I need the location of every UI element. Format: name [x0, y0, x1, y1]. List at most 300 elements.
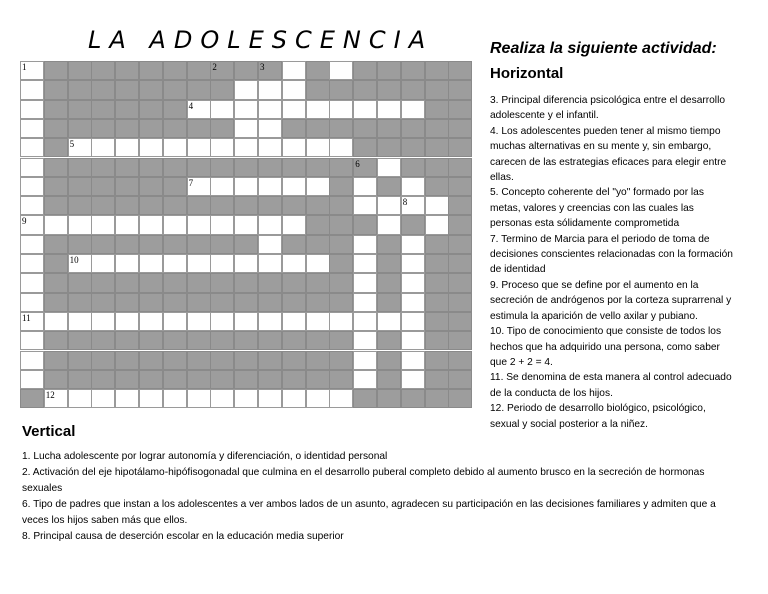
clue-number: 4: [188, 100, 194, 111]
clue-number: 12: [45, 390, 55, 401]
crossword-cell[interactable]: [401, 293, 425, 312]
crossword-cell[interactable]: [282, 177, 306, 196]
crossword-block: [448, 196, 472, 215]
crossword-block: [139, 196, 163, 215]
crossword-block: [329, 254, 353, 273]
crossword-block: [210, 273, 234, 292]
horizontal-clue: 10. Tipo de conocimiento que consiste de todos los hechos que ha adquirido una persona, como saber que 2 + 2 = 4.: [490, 326, 722, 368]
crossword-cell[interactable]: [163, 254, 187, 273]
crossword-block: [329, 80, 353, 99]
crossword-cell[interactable]: [68, 389, 92, 408]
crossword-block: [115, 100, 139, 119]
crossword-block: [139, 293, 163, 312]
crossword-cell[interactable]: [91, 138, 115, 157]
crossword-cell[interactable]: [401, 254, 425, 273]
crossword-cell[interactable]: [329, 312, 353, 331]
crossword-block: [353, 158, 377, 177]
crossword-cell[interactable]: [115, 254, 139, 273]
crossword-block: [377, 177, 401, 196]
crossword-cell[interactable]: [353, 235, 377, 254]
crossword-cell[interactable]: [68, 138, 92, 157]
crossword-block: [91, 235, 115, 254]
crossword-cell[interactable]: [139, 215, 163, 234]
crossword-block: [115, 61, 139, 80]
crossword-block: [425, 158, 449, 177]
crossword-cell[interactable]: [306, 138, 330, 157]
crossword-block: [139, 80, 163, 99]
crossword-cell[interactable]: [20, 312, 44, 331]
crossword-block: [234, 196, 258, 215]
crossword-block: [91, 331, 115, 350]
crossword-block: [377, 138, 401, 157]
crossword-block: [425, 100, 449, 119]
crossword-cell[interactable]: [187, 254, 211, 273]
vertical-clue: 2. Activación del eje hipotálamo-hipófisogonadal que culmina en el desarrollo puberal completo debido al aumento brusco en la secreción de hormonas sexuales: [22, 467, 705, 494]
crossword-cell[interactable]: [353, 331, 377, 350]
crossword-block: [448, 80, 472, 99]
crossword-block: [353, 215, 377, 234]
crossword-cell[interactable]: [44, 389, 68, 408]
crossword-cell[interactable]: [306, 100, 330, 119]
vertical-clue: 8. Principal causa de deserción escolar en la educación media superior: [22, 531, 344, 542]
crossword-block: [44, 119, 68, 138]
crossword-block: [139, 273, 163, 292]
crossword-block: [68, 119, 92, 138]
crossword-block: [44, 273, 68, 292]
crossword-block: [115, 196, 139, 215]
crossword-cell[interactable]: [115, 312, 139, 331]
crossword-block: [425, 351, 449, 370]
crossword-cell[interactable]: [282, 80, 306, 99]
crossword-block: [68, 61, 92, 80]
crossword-cell[interactable]: [306, 177, 330, 196]
crossword-cell[interactable]: [377, 215, 401, 234]
crossword-cell[interactable]: [401, 312, 425, 331]
crossword-cell[interactable]: [187, 389, 211, 408]
crossword-cell[interactable]: [401, 235, 425, 254]
horizontal-clue: 12. Periodo de desarrollo biológico, psicológico, sexual y social posterior a la niñez.: [490, 403, 706, 430]
crossword-cell[interactable]: [353, 370, 377, 389]
crossword-block: [210, 80, 234, 99]
crossword-block: [282, 273, 306, 292]
crossword-block: [234, 331, 258, 350]
crossword-block: [282, 235, 306, 254]
crossword-block: [163, 80, 187, 99]
crossword-block: [68, 177, 92, 196]
crossword-cell[interactable]: [282, 312, 306, 331]
crossword-block: [329, 235, 353, 254]
crossword-cell[interactable]: [68, 254, 92, 273]
crossword-block: [163, 273, 187, 292]
crossword-cell[interactable]: [210, 389, 234, 408]
crossword-cell[interactable]: [377, 158, 401, 177]
crossword-cell[interactable]: [187, 138, 211, 157]
crossword-cell[interactable]: [282, 61, 306, 80]
crossword-cell[interactable]: [258, 138, 282, 157]
crossword-cell[interactable]: [91, 312, 115, 331]
crossword-block: [139, 61, 163, 80]
crossword-cell[interactable]: [91, 254, 115, 273]
crossword-cell[interactable]: [234, 389, 258, 408]
crossword-cell[interactable]: [210, 254, 234, 273]
crossword-block: [68, 293, 92, 312]
crossword-block: [282, 370, 306, 389]
crossword-cell[interactable]: [20, 158, 44, 177]
crossword-block: [258, 370, 282, 389]
crossword-cell[interactable]: [258, 177, 282, 196]
vertical-clue: 6. Tipo de padres que instan a los adolescentes a ver ambos lados de un asunto, agradecen su participación en las decisiones familiares y admiten que a veces los hijos saben más que ellos.: [22, 499, 716, 526]
crossword-cell[interactable]: [258, 100, 282, 119]
crossword-cell[interactable]: [353, 351, 377, 370]
crossword-block: [377, 273, 401, 292]
crossword-block: [401, 215, 425, 234]
crossword-cell[interactable]: [401, 351, 425, 370]
crossword-cell[interactable]: [20, 80, 44, 99]
crossword-cell[interactable]: [329, 138, 353, 157]
crossword-block: [282, 196, 306, 215]
crossword-cell[interactable]: [377, 312, 401, 331]
crossword-cell[interactable]: [258, 235, 282, 254]
crossword-block: [139, 119, 163, 138]
crossword-block: [258, 158, 282, 177]
crossword-cell[interactable]: [163, 215, 187, 234]
crossword-cell[interactable]: [20, 235, 44, 254]
crossword-block: [329, 370, 353, 389]
crossword-cell[interactable]: [115, 138, 139, 157]
crossword-cell[interactable]: [187, 312, 211, 331]
crossword-cell[interactable]: [282, 138, 306, 157]
clue-number: 8: [402, 197, 408, 208]
crossword-block: [187, 370, 211, 389]
page-title: LA ADOLESCENCIA: [88, 26, 434, 54]
horizontal-clue: 9. Proceso que se define por el aumento en la secreción de andrógenos por la corteza suprarrenal y estimula la aparición de vello axilar y pubiano.: [490, 279, 732, 322]
crossword-cell[interactable]: [139, 389, 163, 408]
crossword-block: [306, 119, 330, 138]
crossword-block: [234, 273, 258, 292]
crossword-block: [401, 61, 425, 80]
vertical-heading: Vertical: [22, 423, 76, 440]
crossword-block: [448, 138, 472, 157]
crossword-cell[interactable]: [20, 138, 44, 157]
crossword-cell[interactable]: [20, 370, 44, 389]
crossword-block: [258, 61, 282, 80]
crossword-block: [44, 100, 68, 119]
crossword-block: [377, 370, 401, 389]
crossword-block: [68, 273, 92, 292]
crossword-block: [329, 215, 353, 234]
crossword-cell[interactable]: [139, 254, 163, 273]
crossword-block: [282, 158, 306, 177]
crossword-cell[interactable]: [401, 273, 425, 292]
crossword-cell[interactable]: [20, 100, 44, 119]
crossword-block: [139, 158, 163, 177]
crossword-block: [329, 177, 353, 196]
crossword-block: [210, 351, 234, 370]
crossword-block: [329, 293, 353, 312]
crossword-cell[interactable]: [210, 177, 234, 196]
crossword-block: [44, 351, 68, 370]
crossword-block: [187, 273, 211, 292]
crossword-cell[interactable]: [234, 177, 258, 196]
crossword-cell[interactable]: [20, 254, 44, 273]
crossword-block: [115, 370, 139, 389]
crossword-block: [329, 331, 353, 350]
crossword-block: [68, 351, 92, 370]
crossword-block: [44, 331, 68, 350]
crossword-block: [91, 370, 115, 389]
crossword-block: [448, 254, 472, 273]
crossword-cell[interactable]: [234, 80, 258, 99]
crossword-block: [68, 158, 92, 177]
crossword-block: [306, 235, 330, 254]
clue-number: 11: [22, 312, 31, 323]
crossword-cell[interactable]: [401, 331, 425, 350]
crossword-block: [448, 312, 472, 331]
crossword-block: [115, 331, 139, 350]
crossword-cell[interactable]: [353, 177, 377, 196]
crossword-block: [306, 370, 330, 389]
crossword-cell[interactable]: [20, 293, 44, 312]
crossword-block: [448, 177, 472, 196]
crossword-cell[interactable]: [258, 80, 282, 99]
crossword-cell[interactable]: [306, 254, 330, 273]
crossword-block: [306, 80, 330, 99]
crossword-block: [306, 351, 330, 370]
crossword-block: [425, 370, 449, 389]
crossword-cell[interactable]: [258, 215, 282, 234]
crossword-cell[interactable]: [115, 389, 139, 408]
crossword-cell[interactable]: [234, 119, 258, 138]
crossword-cell[interactable]: [353, 312, 377, 331]
crossword-cell[interactable]: [425, 215, 449, 234]
crossword-block: [425, 254, 449, 273]
crossword-block: [68, 235, 92, 254]
crossword-cell[interactable]: [401, 370, 425, 389]
crossword-block: [91, 351, 115, 370]
crossword-cell[interactable]: [210, 100, 234, 119]
crossword-cell[interactable]: [139, 138, 163, 157]
clue-number: 10: [69, 255, 79, 265]
horizontal-heading: Horizontal: [490, 65, 564, 82]
crossword-block: [377, 80, 401, 99]
horizontal-clue: 3. Principal diferencia psicológica entre el desarrollo adolescente y el infantil.: [490, 95, 726, 122]
crossword-block: [448, 215, 472, 234]
crossword-cell[interactable]: [44, 312, 68, 331]
crossword-block: [377, 119, 401, 138]
crossword-block: [377, 235, 401, 254]
crossword-block: [306, 273, 330, 292]
crossword-cell[interactable]: [68, 312, 92, 331]
crossword-block: [353, 389, 377, 408]
crossword-block: [115, 293, 139, 312]
crossword-cell[interactable]: [329, 61, 353, 80]
crossword-cell[interactable]: [20, 61, 44, 80]
crossword-block: [448, 293, 472, 312]
crossword-cell[interactable]: [20, 215, 44, 234]
crossword-block: [377, 351, 401, 370]
crossword-block: [234, 293, 258, 312]
crossword-cell[interactable]: [234, 215, 258, 234]
crossword-block: [377, 293, 401, 312]
crossword-cell[interactable]: [20, 351, 44, 370]
vertical-clue: 1. Lucha adolescente por lograr autonomía y diferenciación, o identidad personal: [22, 451, 388, 462]
crossword-cell[interactable]: [377, 196, 401, 215]
crossword-block: [353, 61, 377, 80]
horizontal-clue: 11. Se denomina de esta manera al control adecuado de la conducta de los hijos.: [490, 372, 732, 399]
crossword-block: [187, 80, 211, 99]
crossword-block: [234, 351, 258, 370]
crossword-cell[interactable]: [187, 100, 211, 119]
crossword-block: [329, 119, 353, 138]
crossword-block: [377, 61, 401, 80]
crossword-block: [258, 331, 282, 350]
crossword-block: [91, 273, 115, 292]
crossword-block: [44, 61, 68, 80]
crossword-block: [44, 158, 68, 177]
crossword-cell[interactable]: [210, 215, 234, 234]
crossword-block: [282, 351, 306, 370]
crossword-cell[interactable]: [20, 273, 44, 292]
crossword-block: [353, 119, 377, 138]
crossword-cell[interactable]: [306, 312, 330, 331]
crossword-block: [68, 100, 92, 119]
crossword-cell[interactable]: [20, 331, 44, 350]
crossword-cell[interactable]: [401, 196, 425, 215]
clue-number: 3: [260, 62, 265, 72]
crossword-block: [210, 235, 234, 254]
crossword-block: [187, 235, 211, 254]
crossword-cell[interactable]: [282, 389, 306, 408]
crossword-cell[interactable]: [91, 215, 115, 234]
crossword-cell[interactable]: [425, 196, 449, 215]
horizontal-clue: 5. Concepto coherente del "yo" formado por las metas, valores y creencias con las cuales las personas esta sólidamente comprometida: [490, 187, 704, 230]
crossword-block: [163, 119, 187, 138]
crossword-cell[interactable]: [20, 177, 44, 196]
crossword-block: [44, 370, 68, 389]
crossword-cell[interactable]: [353, 293, 377, 312]
crossword-block: [448, 61, 472, 80]
crossword-cell[interactable]: [210, 138, 234, 157]
crossword-cell[interactable]: [163, 138, 187, 157]
crossword-block: [68, 196, 92, 215]
crossword-block: [115, 80, 139, 99]
crossword-cell[interactable]: [329, 100, 353, 119]
crossword-cell[interactable]: [163, 312, 187, 331]
crossword-cell[interactable]: [91, 389, 115, 408]
crossword-cell[interactable]: [377, 100, 401, 119]
crossword-block: [306, 61, 330, 80]
crossword-block: [425, 177, 449, 196]
vertical-clues: [22, 449, 742, 545]
crossword-cell[interactable]: [187, 177, 211, 196]
crossword-cell[interactable]: [115, 215, 139, 234]
clue-number: 7: [188, 177, 194, 188]
crossword-cell[interactable]: [282, 254, 306, 273]
crossword-cell[interactable]: [401, 177, 425, 196]
crossword-block: [44, 80, 68, 99]
crossword-cell[interactable]: [329, 389, 353, 408]
crossword-block: [139, 370, 163, 389]
crossword-cell[interactable]: [210, 312, 234, 331]
crossword-cell[interactable]: [401, 100, 425, 119]
crossword-block: [91, 158, 115, 177]
clue-number: 2: [212, 62, 217, 72]
crossword-block: [44, 293, 68, 312]
crossword-block: [44, 138, 68, 157]
crossword-block: [448, 389, 472, 408]
crossword-cell[interactable]: [353, 273, 377, 292]
horizontal-clue: 7. Termino de Marcia para el periodo de toma de decisiones conscientes relacionadas con la formación de identidad: [490, 233, 733, 276]
crossword-block: [353, 138, 377, 157]
crossword-block: [91, 80, 115, 99]
crossword-block: [187, 351, 211, 370]
crossword-cell[interactable]: [187, 215, 211, 234]
crossword-block: [234, 235, 258, 254]
crossword-cell[interactable]: [306, 389, 330, 408]
crossword-cell[interactable]: [258, 389, 282, 408]
crossword-cell[interactable]: [282, 100, 306, 119]
crossword-block: [163, 370, 187, 389]
crossword-block: [234, 61, 258, 80]
crossword-cell[interactable]: [234, 100, 258, 119]
crossword-block: [448, 273, 472, 292]
crossword-cell[interactable]: [20, 119, 44, 138]
crossword-block: [448, 119, 472, 138]
crossword-block: [68, 80, 92, 99]
horizontal-clues: [490, 93, 735, 432]
crossword-cell[interactable]: [282, 215, 306, 234]
crossword-cell[interactable]: [68, 215, 92, 234]
crossword-block: [401, 389, 425, 408]
crossword-block: [163, 235, 187, 254]
crossword-cell[interactable]: [234, 312, 258, 331]
crossword-block: [210, 196, 234, 215]
crossword-block: [115, 119, 139, 138]
crossword-block: [139, 351, 163, 370]
crossword-cell[interactable]: [234, 138, 258, 157]
crossword-cell[interactable]: [44, 215, 68, 234]
crossword-block: [258, 196, 282, 215]
crossword-cell[interactable]: [20, 196, 44, 215]
crossword-cell[interactable]: [258, 119, 282, 138]
crossword-cell[interactable]: [234, 254, 258, 273]
crossword-cell[interactable]: [353, 254, 377, 273]
crossword-block: [115, 273, 139, 292]
crossword-block: [401, 158, 425, 177]
crossword-block: [329, 196, 353, 215]
crossword-cell[interactable]: [353, 100, 377, 119]
crossword-block: [306, 215, 330, 234]
crossword-cell[interactable]: [353, 196, 377, 215]
crossword-block: [425, 119, 449, 138]
crossword-block: [234, 370, 258, 389]
crossword-block: [139, 235, 163, 254]
crossword-cell[interactable]: [258, 312, 282, 331]
crossword-block: [187, 196, 211, 215]
crossword-cell[interactable]: [258, 254, 282, 273]
clue-number: 9: [22, 216, 27, 227]
crossword-block: [115, 158, 139, 177]
crossword-block: [425, 293, 449, 312]
crossword-block: [448, 370, 472, 389]
crossword-cell[interactable]: [139, 312, 163, 331]
crossword-block: [91, 100, 115, 119]
crossword-block: [401, 138, 425, 157]
crossword-block: [282, 331, 306, 350]
crossword-block: [163, 158, 187, 177]
crossword-block: [306, 293, 330, 312]
crossword-cell[interactable]: [163, 389, 187, 408]
